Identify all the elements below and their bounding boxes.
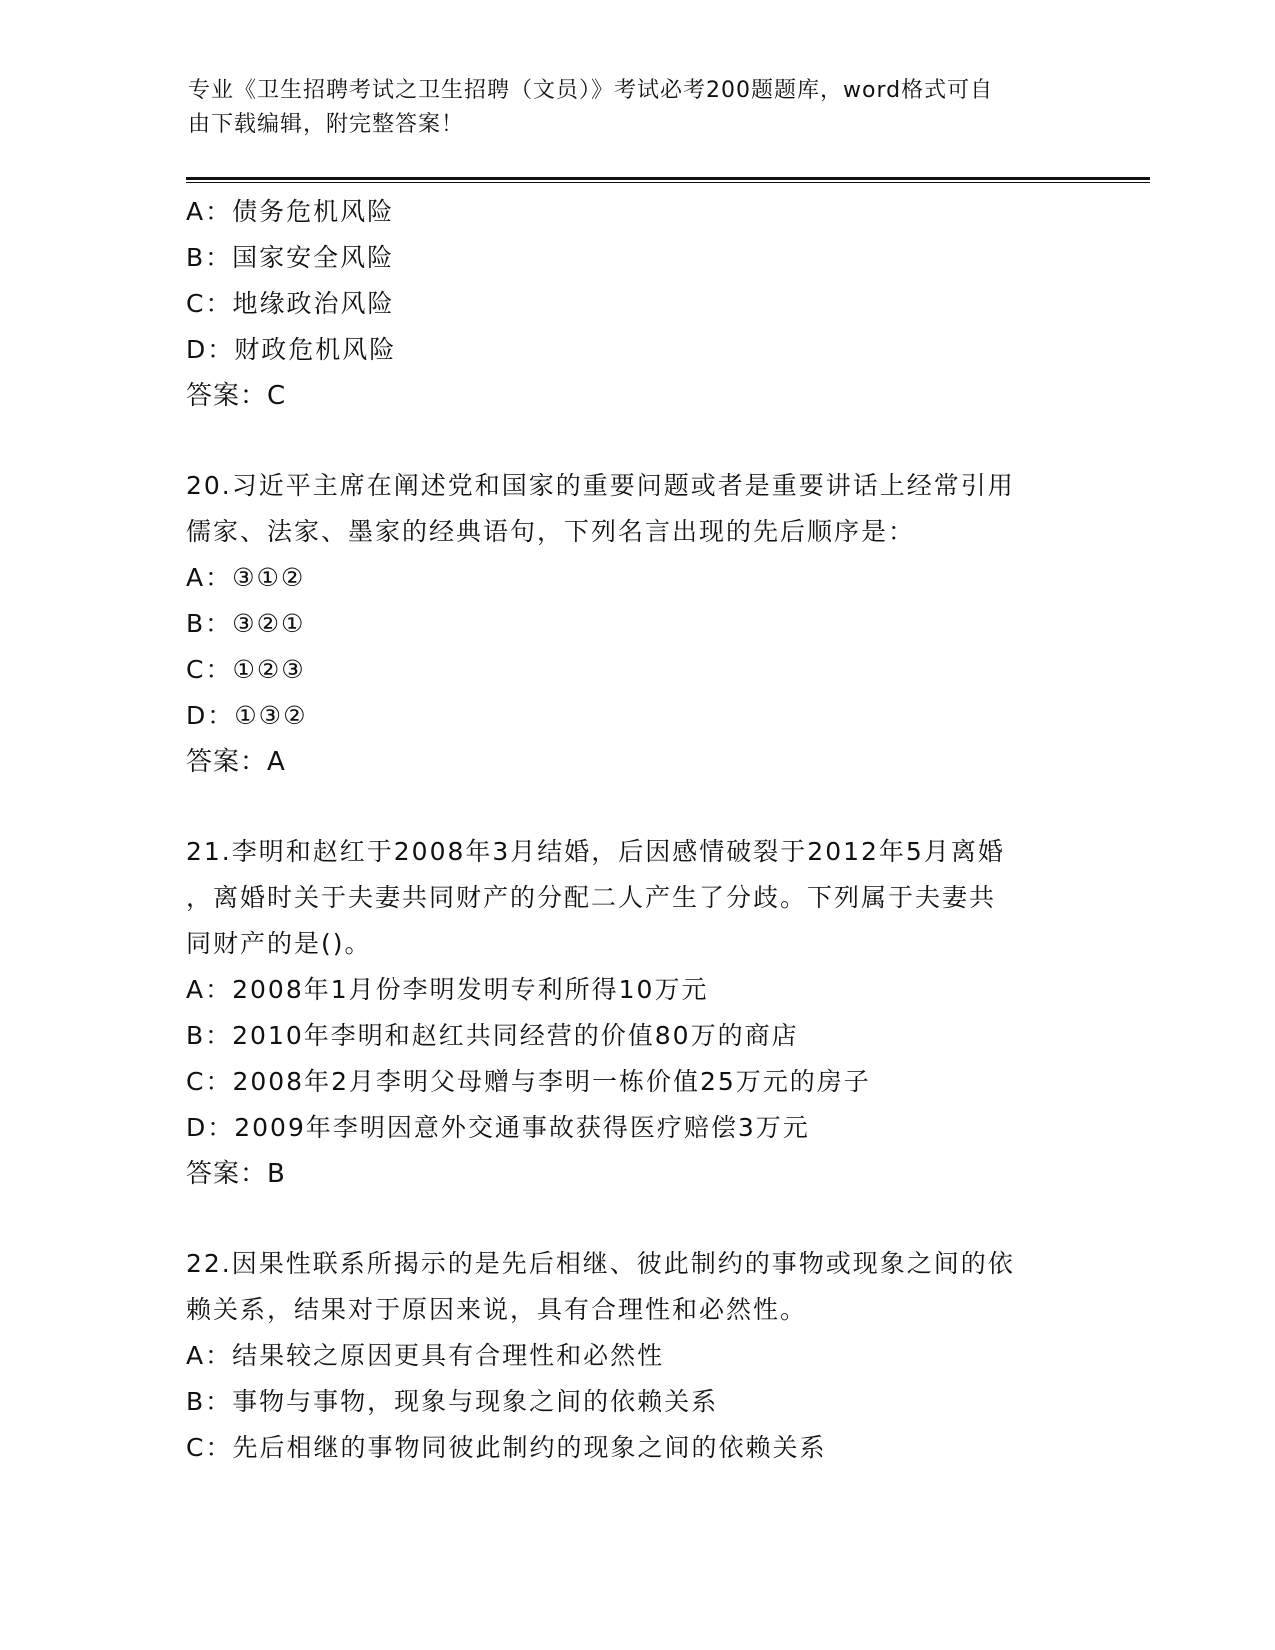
option-d: D：财政危机风险 bbox=[186, 335, 397, 364]
header-divider-thin bbox=[186, 182, 1150, 183]
option-d: D：2009年李明因意外交通事故获得医疗赔偿3万元 bbox=[186, 1113, 810, 1142]
option-b: B：事物与事物，现象与现象之间的依赖关系 bbox=[186, 1387, 719, 1416]
answer: 答案：B bbox=[186, 1159, 286, 1189]
header-line-2: 由下载编辑，附完整答案！ bbox=[188, 112, 465, 137]
question-21 bbox=[186, 829, 1086, 1197]
option-c: C：①②③ bbox=[186, 655, 306, 684]
question-stem-line: 22.因果性联系所揭示的是先后相继、彼此制约的事物或现象之间的依 bbox=[186, 1249, 1015, 1278]
option-a: A：2008年1月份李明发明专利所得10万元 bbox=[186, 975, 709, 1004]
header-divider-thick bbox=[186, 177, 1150, 180]
question-22 bbox=[186, 1241, 1086, 1471]
option-a: A：债务危机风险 bbox=[186, 197, 395, 226]
document-header bbox=[188, 74, 1088, 142]
question-stem-line: 21.李明和赵红于2008年3月结婚，后因感情破裂于2012年5月离婚 bbox=[186, 837, 1005, 866]
option-b: B：2010年李明和赵红共同经营的价值80万的商店 bbox=[186, 1021, 799, 1050]
spacer bbox=[186, 1197, 1086, 1241]
answer: 答案：A bbox=[186, 747, 286, 777]
option-a: A：③①② bbox=[186, 563, 306, 592]
option-d: D：①③② bbox=[186, 701, 308, 730]
spacer bbox=[186, 419, 1086, 463]
option-b: B：③②① bbox=[186, 609, 306, 638]
question-list bbox=[186, 189, 1086, 1471]
option-c: C：先后相继的事物同彼此制约的现象之间的依赖关系 bbox=[186, 1433, 827, 1462]
header-line-1: 专业《卫生招聘考试之卫生招聘（文员）》考试必考200题题库，word格式可自 bbox=[188, 78, 994, 103]
question-20 bbox=[186, 463, 1086, 785]
question-19 bbox=[186, 189, 1086, 419]
option-a: A：结果较之原因更具有合理性和必然性 bbox=[186, 1341, 665, 1370]
option-c: C：地缘政治风险 bbox=[186, 289, 395, 318]
spacer bbox=[186, 785, 1086, 829]
question-stem-line: 赖关系，结果对于原因来说，具有合理性和必然性。 bbox=[186, 1295, 808, 1324]
question-stem-line: ，离婚时关于夫妻共同财产的分配二人产生了分歧。下列属于夫妻共 bbox=[186, 883, 997, 912]
answer: 答案：C bbox=[186, 381, 287, 411]
option-c: C：2008年2月李明父母赠与李明一栋价值25万元的房子 bbox=[186, 1067, 871, 1096]
question-stem-line: 同财产的是()。 bbox=[186, 929, 372, 958]
question-stem-line: 儒家、法家、墨家的经典语句，下列名言出现的先后顺序是： bbox=[186, 517, 916, 546]
question-stem-line: 20.习近平主席在阐述党和国家的重要问题或者是重要讲话上经常引用 bbox=[186, 471, 1015, 500]
option-b: B：国家安全风险 bbox=[186, 243, 395, 272]
